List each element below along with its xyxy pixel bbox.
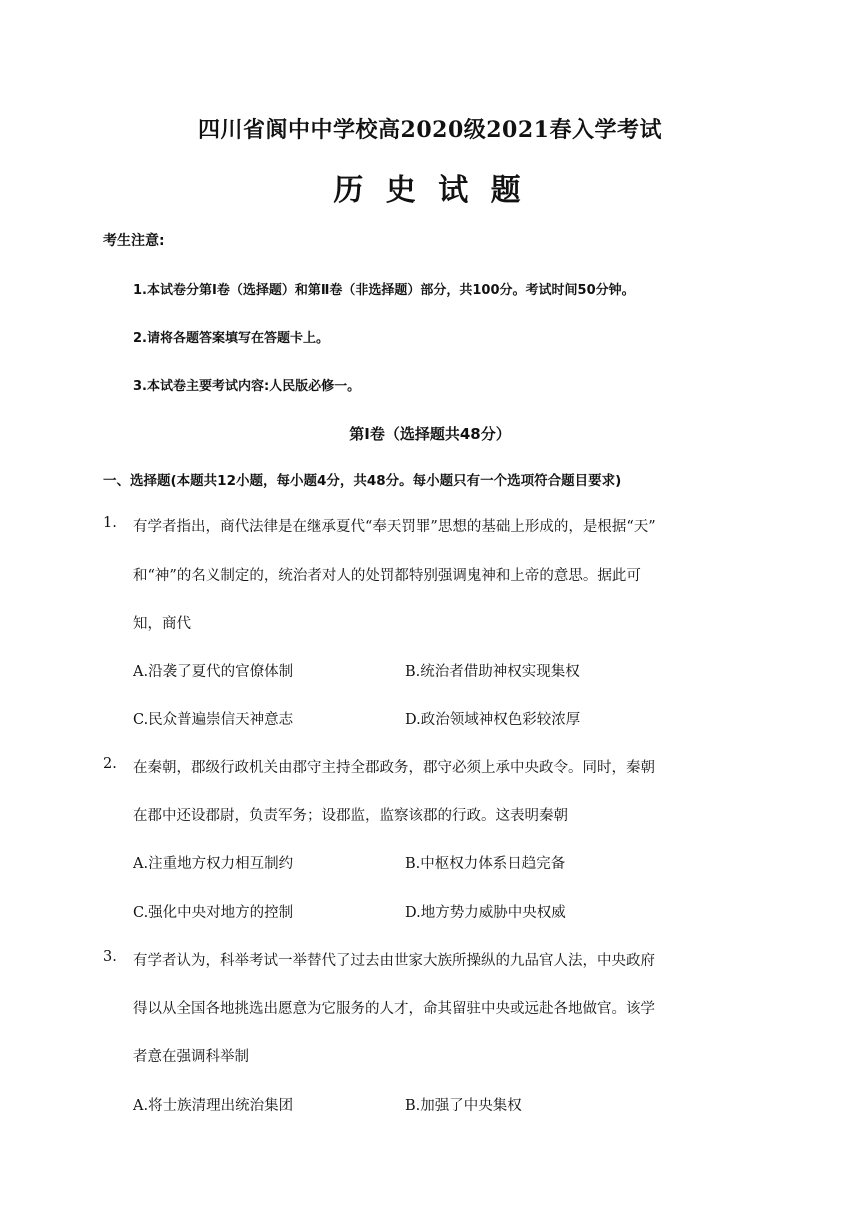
subject-title: 历 史 试 题 — [333, 173, 527, 208]
question-number: 2. — [103, 756, 117, 772]
option-b: B.统治者借助神权实现集权 — [405, 664, 580, 680]
option-a: A.将士族清理出统治集团 — [133, 1098, 294, 1114]
question-text-line: 知，商代 — [133, 616, 191, 632]
section-heading: 一、选择题(本题共12小题，每小题4分，共48分。每小题只有一个选项符合题目要求) — [103, 473, 622, 489]
question-text-line: 在秦朝，郡级行政机关由郡守主持全郡政务，郡守必须上承中央政令。同时，秦朝 — [133, 760, 655, 776]
question-text-line: 在郡中还设郡尉，负责军务；设郡监，监察该郡的行政。这表明秦朝 — [133, 808, 568, 824]
question-text-line: 有学者指出，商代法律是在继承夏代“奉天罚罪”思想的基础上形成的，是根据“天” — [133, 519, 656, 535]
notice-item: 2.请将各题答案填写在答题卡上。 — [133, 331, 329, 346]
notice-heading: 考生注意: — [103, 233, 165, 249]
option-d: D.地方势力威胁中央权威 — [405, 905, 566, 921]
notice-item: 1.本试卷分第Ⅰ卷（选择题）和第Ⅱ卷（非选择题）部分，共100分。考试时间50分钟。 — [133, 283, 635, 298]
question-number: 3. — [103, 949, 117, 965]
option-c: C.民众普遍崇信天神意志 — [133, 712, 294, 728]
option-c: C.强化中央对地方的控制 — [133, 905, 294, 921]
option-b: B.加强了中央集权 — [405, 1098, 522, 1114]
question-number: 1. — [103, 515, 117, 531]
option-a: A.沿袭了夏代的官僚体制 — [133, 664, 294, 680]
question-text-line: 有学者认为，科举考试一举替代了过去由世家大族所操纵的九品官人法，中央政府 — [133, 953, 655, 969]
question-text-line: 得以从全国各地挑选出愿意为它服务的人才，命其留驻中央或远赴各地做官。该学 — [133, 1001, 655, 1017]
part-title: 第Ⅰ卷（选择题共48分） — [349, 425, 511, 443]
option-b: B.中枢权力体系日趋完备 — [405, 856, 566, 872]
question-text-line: 者意在强调科举制 — [133, 1049, 249, 1065]
notice-item: 3.本试卷主要考试内容:人民版必修一。 — [133, 379, 361, 394]
exam-title: 四川省阆中中学校高2020级2021春入学考试 — [198, 117, 662, 143]
option-a: A.注重地方权力相互制约 — [133, 856, 294, 872]
option-d: D.政治领域神权色彩较浓厚 — [405, 712, 581, 728]
question-text-line: 和“神”的名义制定的，统治者对人的处罚都特别强调鬼神和上帝的意思。据此可 — [133, 568, 641, 584]
